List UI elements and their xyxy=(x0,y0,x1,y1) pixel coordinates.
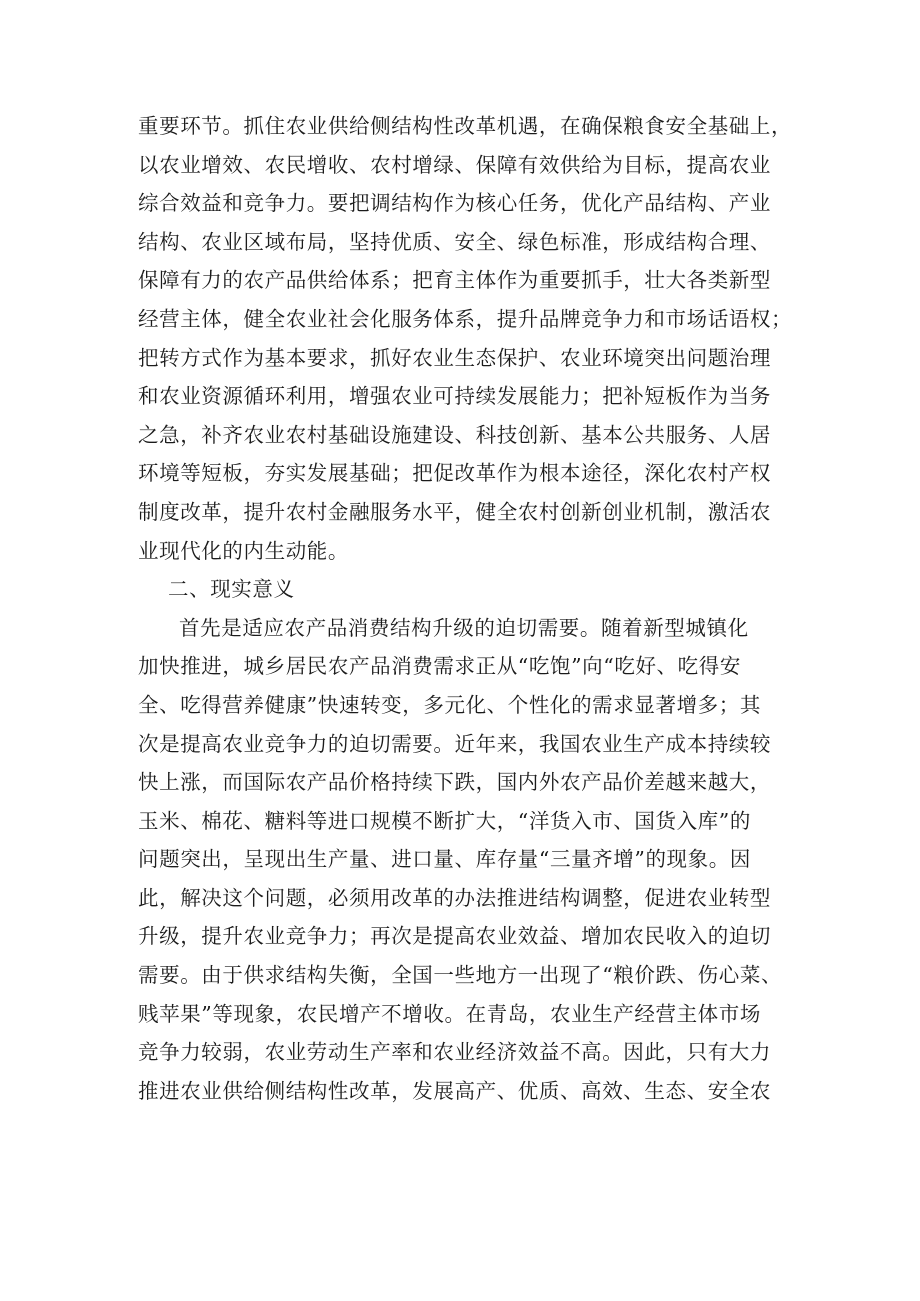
text-line: 经营主体，健全农业社会化服务体系，提升品牌竞争力和市场话语权； xyxy=(138,306,793,331)
text-line: 快上涨，而国际农产品价格持续下跌，国内外农产品价差越来越大， xyxy=(138,770,771,795)
paragraph-2 xyxy=(138,609,788,1111)
text-line: 保障有力的农产品供给体系；把育主体作为重要抓手，壮大各类新型 xyxy=(138,268,771,293)
section-heading: 二、现实意义 xyxy=(168,577,295,602)
text-line: 综合效益和竞争力。要把调结构作为核心任务，优化产品结构、产业 xyxy=(138,191,771,216)
text-line: 重要环节。抓住农业供给侧结构性改革机遇，在确保粮食安全基础上， xyxy=(138,114,793,138)
text-line: 次是提高农业竞争力的迫切需要。近年来，我国农业生产成本持续较 xyxy=(138,731,771,756)
text-line: 全、吃得营养健康”快速转变，多元化、个性化的需求显著增多；其 xyxy=(138,692,761,717)
text-line: 结构、农业区域布局，坚持优质、安全、绿色标准，形成结构合理、 xyxy=(138,229,771,254)
text-line: 环境等短板，夯实发展基础；把促改革作为根本途径，深化农村产权 xyxy=(138,461,771,486)
text-line: 和农业资源循环利用，增强农业可持续发展能力；把补短板作为当务 xyxy=(138,384,771,409)
text-line: 之急，补齐农业农村基础设施建设、科技创新、基本公共服务、人居 xyxy=(138,422,771,447)
text-line: 推进农业供给侧结构性改革，发展高产、优质、高效、生态、安全农 xyxy=(138,1078,771,1103)
text-line: 竞争力较弱，农业劳动生产率和农业经济效益不高。因此，只有大力 xyxy=(138,1040,771,1065)
text-line: 此，解决这个问题，必须用改革的办法推进结构调整，促进农业转型 xyxy=(138,885,771,910)
paragraph-1 xyxy=(138,107,793,570)
text-line: 以农业增效、农民增收、农村增绿、保障有效供给为目标，提高农业 xyxy=(138,152,771,177)
text-line: 加快推进，城乡居民农产品消费需求正从“吃饱”向“吃好、吃得安 xyxy=(138,654,741,679)
text-line: 玉米、棉花、糖料等进口规模不断扩大，“洋货入市、国货入库”的 xyxy=(138,808,751,833)
text-line: 把转方式作为基本要求，抓好农业生态保护、农业环境突出问题治理 xyxy=(138,345,771,370)
text-line: 需要。由于供求结构失衡，全国一些地方一出现了“粮价跌、伤心菜、 xyxy=(138,963,783,988)
text-line: 贱苹果”等现象，农民增产不增收。在青岛，农业生产经营主体市场 xyxy=(138,1001,761,1026)
text-line: 首先是适应农产品消费结构升级的迫切需要。随着新型城镇化 xyxy=(179,615,749,640)
text-line: 业现代化的内生动能。 xyxy=(138,538,349,563)
text-line: 制度改革，提升农村金融服务水平，健全农村创新创业机制，激活农 xyxy=(138,499,771,524)
document-body xyxy=(138,107,793,1110)
text-line: 升级，提升农业竞争力；再次是提高农业效益、增加农民收入的迫切 xyxy=(138,924,771,949)
text-line: 问题突出，呈现出生产量、进口量、库存量“三量齐增”的现象。因 xyxy=(138,847,751,872)
